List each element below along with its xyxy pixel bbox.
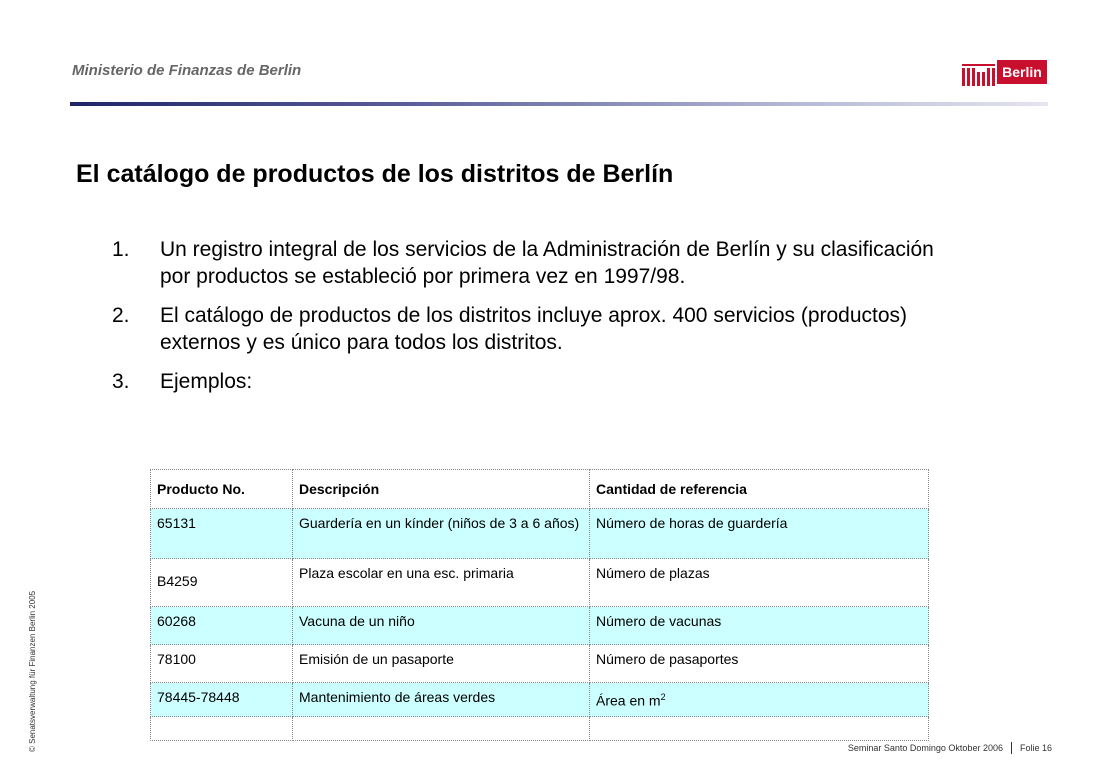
- header-divider: [70, 102, 1048, 106]
- header-org-title: Ministerio de Finanzas de Berlin: [72, 62, 302, 79]
- list-number: 1.: [112, 238, 130, 261]
- logo-wordmark: Berlin: [997, 60, 1047, 84]
- cell-product-no: 78445-78448: [151, 683, 293, 717]
- table-row: [151, 683, 929, 717]
- superscript: 2: [660, 692, 666, 702]
- table-row-empty: [151, 717, 929, 741]
- empty-cell: [293, 717, 590, 741]
- cell-product-no: 60268: [151, 607, 293, 645]
- column-header-product-no: Producto No.: [151, 470, 293, 509]
- list-text: Ejemplos:: [160, 370, 253, 393]
- table-header-row: [151, 470, 929, 509]
- list-item: [112, 368, 942, 395]
- footer: [848, 742, 1052, 754]
- column-header-description: Descripción: [293, 470, 590, 509]
- cell-reference-text: Área en m: [596, 692, 661, 709]
- footer-event: Seminar Santo Domingo Oktober 2006: [847, 743, 1003, 753]
- page-title: El catálogo de productos de los distritos de Berlín: [76, 160, 674, 188]
- cell-reference: Número de vacunas: [590, 607, 929, 645]
- column-header-reference: Cantidad de referencia: [590, 470, 929, 509]
- empty-cell: [590, 717, 929, 741]
- cell-reference: Número de pasaportes: [590, 645, 929, 683]
- cell-reference: Número de plazas: [590, 559, 929, 607]
- cell-description: Guardería en un kínder (niños de 3 a 6 años): [293, 509, 590, 559]
- cell-reference: Número de horas de guardería: [590, 509, 929, 559]
- table-row: [151, 559, 929, 607]
- cell-product-no: 78100: [151, 645, 293, 683]
- cell-description: Emisión de un pasaporte: [293, 645, 590, 683]
- list-item: [112, 236, 942, 290]
- table-row: [151, 645, 929, 683]
- table-row: [151, 509, 929, 559]
- list-number: 3.: [112, 370, 130, 393]
- cell-product-no: 65131: [151, 509, 293, 559]
- cell-description: Plaza escolar en una esc. primaria: [293, 559, 590, 607]
- footer-separator: [1011, 742, 1012, 754]
- list-text: El catálogo de productos de los distritos incluye aprox. 400 servicios (productos) externos y es único para todos los distritos.: [160, 304, 908, 354]
- table-row: [151, 607, 929, 645]
- empty-cell: [151, 717, 293, 741]
- numbered-list: [112, 236, 942, 407]
- cell-description: Vacuna de un niño: [293, 607, 590, 645]
- side-copyright: © Senatsverwaltung für Finanzen Berlin 2005: [28, 590, 37, 752]
- list-number: 2.: [112, 304, 130, 327]
- cell-reference: [590, 683, 929, 717]
- footer-slide-number: Folie 16: [1019, 743, 1052, 753]
- products-table: [150, 469, 929, 741]
- cell-product-no: B4259: [151, 559, 293, 607]
- cell-description: Mantenimiento de áreas verdes: [293, 683, 590, 717]
- list-text: Un registro integral de los servicios de la Administración de Berlín y su clasificación por productos se estableció por primera vez en 1997/98.: [160, 238, 934, 288]
- list-item: [112, 302, 942, 356]
